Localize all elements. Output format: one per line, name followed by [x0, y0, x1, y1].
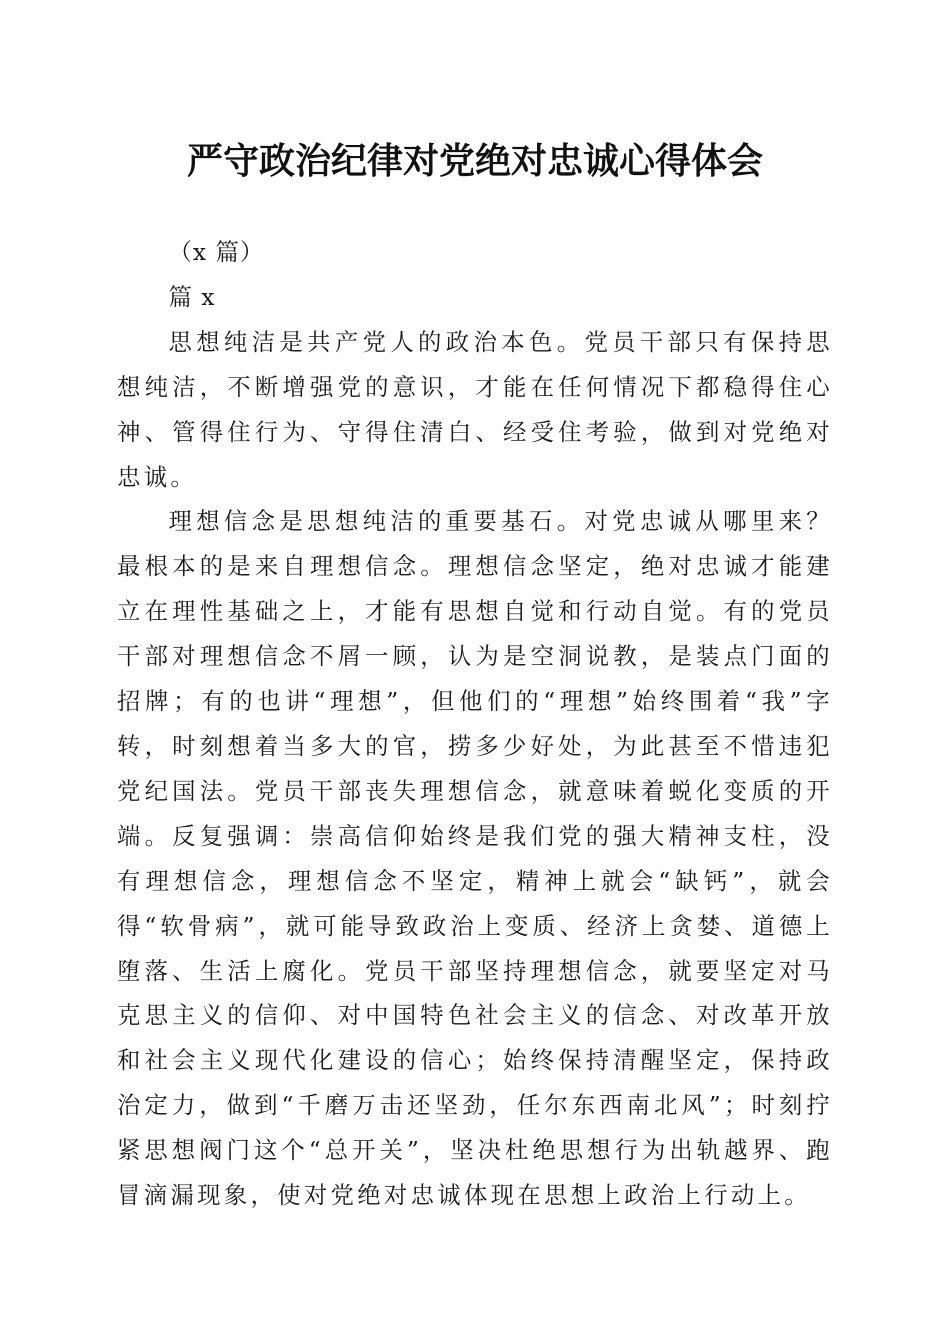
paragraph-2: 理想信念是思想纯洁的重要基石。对党忠诚从哪里来？最根本的是来自理想信念。理想信念坚定，绝对忠诚才能建立在理性基础之上，才能有思想自觉和行动自觉。有的党员干部对理想信念不屑一顾，认为是空洞说教，是装点门面的招牌；有的也讲“理想”，但他们的“理想”始终围着“我”字转，时刻想着当多大的官，捞多少好处，为此甚至不惜违犯党纪国法。党员干部丧失理想信念，就意味着蜕化变质的开端。反复强调：崇高信仰始终是我们党的强大精神支柱，没有理想信念，理想信念不坚定，精神上就会“缺钙”，就会得“软骨病”，就可能导致政治上变质、经济上贪婪、道德上堕落、生活上腐化。党员干部坚持理想信念，就要坚定对马克思主义的信仰、对中国特色社会主义的信念、对改革开放和社会主义现代化建设的信心；始终保持清醒坚定，保持政治定力，做到“千磨万击还坚劲，任尔东西南北风”；时刻拧紧思想阀门这个“总开关”，坚决杜绝思想行为出轨越界、跑冒滴漏现象，使对党绝对忠诚体现在思想上政治上行动上。 — [117, 507, 833, 1210]
document-body — [117, 230, 833, 1218]
paragraph-1: 思想纯洁是共产党人的政治本色。党员干部只有保持思想纯洁，不断增强党的意识，才能在任何情况下都稳得住心神、管得住行为、守得住清白、经受住考验，做到对党绝对忠诚。 — [117, 327, 833, 491]
document-title: 严守政治纪律对党绝对忠诚心得体会 — [186, 140, 763, 182]
count-note: （x 篇） — [168, 238, 265, 266]
section-label: 篇 x — [168, 282, 216, 311]
